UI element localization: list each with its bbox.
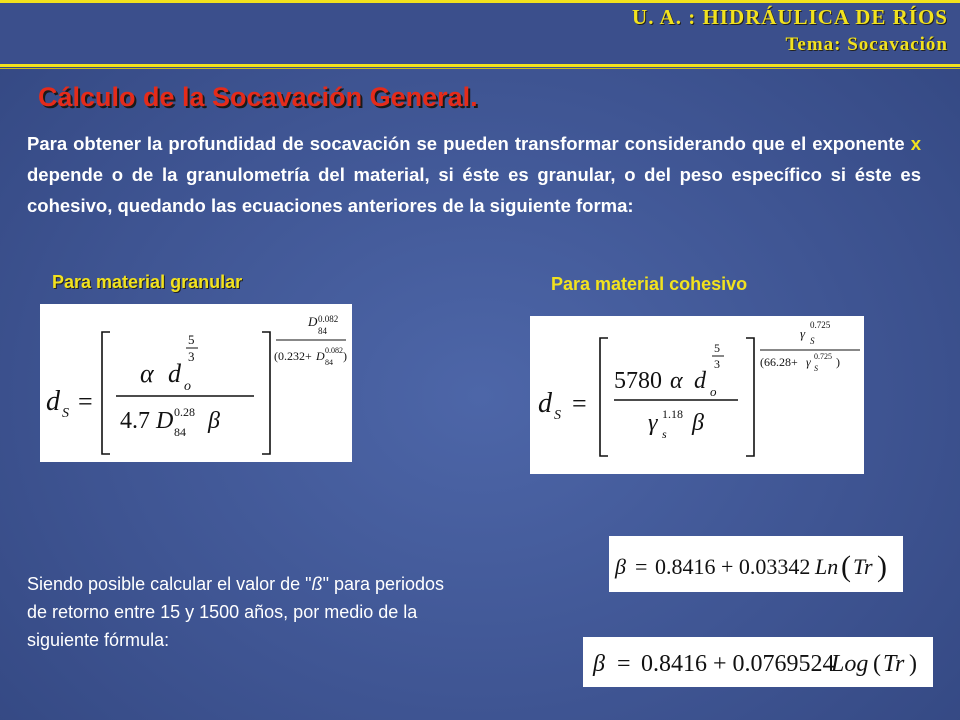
granular-outer-num: D <box>308 314 318 329</box>
cohesive-exp-den: 3 <box>714 357 720 371</box>
granular-d0: d <box>168 359 181 388</box>
granular-exp-num: 5 <box>188 332 195 347</box>
granular-bracket-left <box>102 332 110 454</box>
beta-note <box>27 570 467 654</box>
granular-formula <box>40 304 352 462</box>
granular-outer-den-exp: 0.082 <box>325 346 343 355</box>
cohesive-outer-den-exp: 0.725 <box>814 352 832 361</box>
exponent-variable: x <box>910 133 921 154</box>
header-bottom-rule <box>0 64 960 67</box>
cohesive-gamma-exp: 1.18 <box>662 407 683 421</box>
beta-symbol: ß <box>311 574 323 594</box>
cohesive-label: Para material cohesivo <box>551 274 748 294</box>
cohesive-outer-den-sub: S <box>814 364 818 373</box>
granular-lhs-sub: S <box>62 406 69 421</box>
course-title: U. A. : HIDRÁULICA DE RÍOS <box>632 5 948 29</box>
cohesive-gamma-sub: s <box>662 427 667 441</box>
cohesive-beta: β <box>692 410 704 436</box>
beta-log-lparen: ( <box>873 651 881 677</box>
cohesive-outer-den-prefix: (66.28+ <box>760 355 798 369</box>
beta-ln-rhs: 0.8416 + 0.03342 <box>655 554 811 579</box>
cohesive-coef: 5780 <box>614 368 662 394</box>
granular-D: D <box>156 408 174 434</box>
granular-label: Para material granular <box>52 272 243 292</box>
granular-outer-den-D: D <box>316 349 325 363</box>
beta-log-formula <box>583 637 933 687</box>
cohesive-d0: d <box>694 368 706 394</box>
cohesive-bracket-right <box>746 338 754 456</box>
granular-exp-den: 3 <box>188 349 195 364</box>
cohesive-outer-den-close: ) <box>836 355 840 369</box>
beta-ln-formula <box>609 536 903 592</box>
cohesive-bracket-left <box>600 338 608 456</box>
granular-alpha: α <box>140 359 154 388</box>
granular-outer-den-close: ) <box>343 349 347 363</box>
beta-note-end: " para periodos de retorno entre 15 y 1500 años, por medio de la siguiente fórmula: <box>27 574 445 650</box>
granular-D-sub: 84 <box>174 425 186 439</box>
cohesive-gamma: γ <box>648 410 658 436</box>
beta-log-rhs: 0.8416 + 0.0769524 <box>641 651 835 677</box>
beta-ln-equals: = <box>635 554 648 579</box>
cohesive-lhs: d <box>538 388 552 419</box>
granular-outer-num-sub: 84 <box>318 326 327 336</box>
cohesive-lhs-sub: S <box>554 408 561 423</box>
beta-ln-beta: β <box>615 554 626 579</box>
cohesive-alpha: α <box>670 368 683 394</box>
beta-ln-rparen: ) <box>877 550 887 583</box>
granular-bracket-right <box>262 332 270 454</box>
intro-paragraph <box>27 128 921 221</box>
cohesive-outer-den-g: γ <box>806 355 811 369</box>
granular-d0-sub: o <box>184 379 191 394</box>
cohesive-outer-num: γ <box>800 326 806 341</box>
beta-log-equals: = <box>617 651 631 677</box>
granular-D-exp: 0.28 <box>174 405 195 419</box>
beta-log-arg: Tr <box>883 651 905 677</box>
header-bottom-rule-thin <box>0 68 960 69</box>
cohesive-outer-num-exp: 0.725 <box>810 320 831 330</box>
cohesive-d0-sub: o <box>710 384 717 399</box>
granular-coef: 4.7 <box>120 408 150 434</box>
granular-outer-num-exp: 0.082 <box>318 314 339 324</box>
granular-outer-den-prefix: (0.232+ <box>274 349 312 363</box>
cohesive-equals: = <box>572 389 587 418</box>
cohesive-exp-num: 5 <box>714 341 720 355</box>
cohesive-outer-num-sub: S <box>810 336 815 346</box>
intro-text-start: Para obtener la profundidad de socavación se pueden transformar considerando que el exponente <box>27 133 911 154</box>
beta-ln-lparen: ( <box>841 550 851 583</box>
granular-outer-den-sub: 84 <box>325 358 333 367</box>
granular-beta: β <box>208 408 220 434</box>
beta-note-start: Siendo posible calcular el valor de " <box>27 574 312 594</box>
slide-title: Cálculo de la Socavación General. <box>38 82 478 112</box>
intro-text-end: depende o de la granulometría del material, si éste es granular, o del peso específico si éste es cohesivo, quedando las ecuaciones anteriores de la siguiente forma: <box>27 164 921 216</box>
beta-log-fn: Log <box>831 651 869 677</box>
granular-lhs: d <box>46 386 60 417</box>
beta-ln-fn: Ln <box>815 554 839 579</box>
granular-equals: = <box>78 387 93 416</box>
beta-log-beta: β <box>593 651 605 677</box>
beta-ln-arg: Tr <box>853 554 873 579</box>
beta-log-rparen: ) <box>909 651 917 677</box>
cohesive-formula <box>530 316 864 474</box>
topic-title: Tema: Socavación <box>785 34 948 55</box>
header-top-rule <box>0 0 960 3</box>
